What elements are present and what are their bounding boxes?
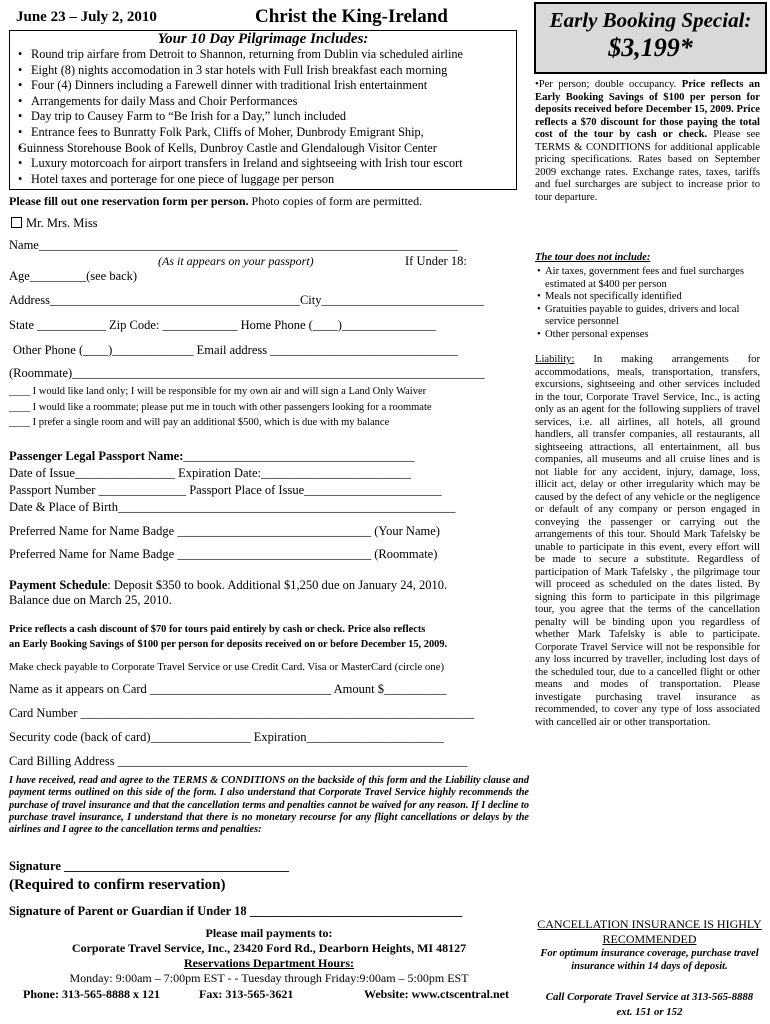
not-include-item: • Air taxes, government fees and fuel surcharges estimated at $400 per person <box>535 266 760 291</box>
include-item: • Luxury motorcoach for airport transfers in Ireland and sightseeing with Irish tour escort <box>18 156 516 172</box>
security-code-field[interactable]: Security code (back of card)________________ Expiration______________________ <box>9 730 444 744</box>
insurance-title: CANCELLATION INSURANCE IS HIGHLY RECOMMENDED <box>537 917 762 946</box>
age-field[interactable]: Age_________(see back) <box>9 269 138 283</box>
form-instruction: Please fill out one reservation form per person. Photo copies of form are permitted. <box>9 194 423 208</box>
card-number-field[interactable]: Card Number _______________________________________________________________ <box>9 706 475 720</box>
promo-price: $3,199* <box>608 33 693 62</box>
includes-list <box>10 47 516 187</box>
parent-signature-field[interactable]: Signature of Parent or Guardian if Under 18 __________________________________ <box>9 904 463 918</box>
payment-schedule: Payment Schedule: Deposit $350 to book. Additional $1,250 due on January 24, 2010. <box>9 578 448 592</box>
include-item: • Hotel taxes and porterage for one piece of luggage per person <box>18 172 516 188</box>
passport-number-field[interactable]: Passport Number ______________ Passport Place of Issue______________________ <box>9 483 442 497</box>
single-room-option[interactable]: ____ I prefer a single room and will pay an additional $500, which is due with my balance <box>9 417 390 428</box>
price-note-2: an Early Booking Savings of $100 per person for deposits received on or before December 15, 2009. <box>9 639 448 650</box>
promo-title: Early Booking Special: <box>549 8 752 32</box>
check-payable: Make check payable to Corporate Travel Service or use Credit Card. Visa or MasterCard (circle one) <box>9 661 445 673</box>
not-include-list <box>535 266 760 341</box>
card-name-field[interactable]: Name as it appears on Card _____________________________ Amount $__________ <box>9 682 447 696</box>
payment-balance: Balance due on March 25, 2010. <box>9 593 172 607</box>
fax-number: Fax: 313-565-3621 <box>199 987 294 1001</box>
includes-title: Your 10 Day Pilgrimage Includes: <box>157 31 369 47</box>
include-item: • Four (4) Dinners including a Farewell dinner with traditional Irish entertainment <box>18 78 516 94</box>
insurance-text: For optimum insurance coverage, purchase travel insurance within 14 days of deposit. <box>540 948 759 972</box>
include-item: • Eight (8) nights accomodation in 3 star hotels with Full Irish breakfast each morning <box>18 63 516 79</box>
office-hours: Monday: 9:00am – 7:00pm EST - - Tuesday through Friday:9:00am – 5:00pm EST <box>69 971 469 985</box>
church-name: Christ the King-Ireland <box>255 6 448 27</box>
not-include-item: • Meals not specifically identified <box>535 291 760 304</box>
required-note: (Required to confirm reservation) <box>9 877 226 893</box>
roommate-field[interactable]: (Roommate)__________________________________________________________________ <box>9 366 485 380</box>
mail-label: Please mail payments to: <box>205 926 333 940</box>
name-field[interactable]: Name___________________________________________________________________ <box>9 238 458 252</box>
include-item: • Day trip to Causey Farm to “Be Irish for a Day,” lunch included <box>18 109 516 125</box>
agreement-text: I have received, read and agree to the TERMS & CONDITIONS on the backside of this form and the Liability clause and payment terms outlined on this side of the form. I also understand that Corporate Travel Service highly recommends the purchase of travel insurance and that the cancellation terms and penalties cannot be waived for any reason. If I decline to purchase travel insurance, I understand that there is no monetary recourse for any flight cancellations or delays by the airlines and I agree to the cancellation terms and penalties: <box>9 775 529 836</box>
include-item-cont: • Guinness Storehouse Book of Kells, Dunbroy Castle and Glendalough Visitor Center <box>18 141 516 157</box>
land-only-option[interactable]: ____ I would like land only; I will be responsible for my own air and will sign a Land Only Waiver <box>9 386 427 397</box>
billing-address-field[interactable]: Card Billing Address ________________________________________________________ <box>9 754 468 768</box>
address-field[interactable]: Address________________________________________City__________________________ <box>9 293 484 307</box>
checkbox-icon[interactable] <box>11 217 22 228</box>
hours-title: Reservations Department Hours: <box>184 956 354 970</box>
under-18-label: If Under 18: <box>405 254 467 268</box>
website-link[interactable]: Website: www.ctscentral.net <box>364 987 509 1001</box>
includes-box <box>9 30 517 190</box>
not-include-title: The tour does not include: <box>535 252 651 263</box>
early-booking-box <box>534 2 767 74</box>
title-options[interactable]: Mr. Mrs. Miss <box>11 216 98 230</box>
badge-roommate-field[interactable]: Preferred Name for Name Badge _______________________________ (Roommate) <box>9 547 438 561</box>
signature-field[interactable]: Signature ____________________________________ <box>9 859 289 873</box>
roommate-option[interactable]: ____ I would like a roommate; please put me in touch with other passengers looking for a roommate <box>9 402 432 413</box>
phone-number: Phone: 313-565-8888 x 121 <box>23 987 160 1001</box>
issue-expiration-field[interactable]: Date of Issue________________ Expiration Date:________________________ <box>9 466 412 480</box>
passport-name-field[interactable]: Passenger Legal Passport Name:_____________________________________ <box>9 449 415 463</box>
insurance-call: Call Corporate Travel Service at 313-565-8888 ext. 151 or 152 <box>545 991 754 1018</box>
state-zip-phone-field[interactable]: State ___________ Zip Code: ____________ Home Phone (____)_______________ <box>9 318 436 332</box>
price-note: Price reflects a cash discount of $70 for tours paid entirely by cash or check. Price also reflects <box>9 624 426 635</box>
other-phone-email-field[interactable]: Other Phone (____)_____________ Email address ______________________________ <box>13 343 458 357</box>
not-include-item: • Gratuities payable to guides, drivers and local service personnel <box>535 304 760 329</box>
birth-field[interactable]: Date & Place of Birth______________________________________________________ <box>9 500 456 514</box>
not-include-item: • Other personal expenses <box>535 329 760 342</box>
pricing-terms: •Per person; double occupancy. Price reflects an Early Booking Savings of $100 per person for deposits received before December 15, 2009. Price reflects a $70 discount for those paying the total cost of the tour by cash or check. Please see TERMS & CONDITIONS for additional applicable pricing specifications. Rates based on September 2009 exchange rates. Exchange rates, taxes, tariffs and fuel surcharges are subject to increase prior to tour departure. <box>535 79 760 203</box>
liability-text: Liability: In making arrangements for accommodations, meals, transportation, transfers, excursions, sightseeing and other services included in the tour, Corporate Travel Service, Inc., is acting only as an agent for the following suppliers of travel services, i.e. all airlines, all hotels, all ground handlers, all transfer companies, all restaurants, all sightseeing attractions, all entertainment, all bus companies, all museums and all cruise lines and is not liable for any accident, injury, damage, loss, illicit act, delay or other irregularity which may be caused by the defect of any vehicle or the negligence or default of any company or person engaged in conveying the passenger or carrying out the arrangements of this tour. Should Mark Tafelsky be unable to participate in this event, every effort will be made to secure a substitute. Regardless of participation of Mark Tafelsky , the pilgrimage tour will proceed as scheduled on the dates listed. By signing this form to participate in this pilgrimage tour, you agree that the terms of the cancellation penalty will be binding upon you regardless of whether Mark Tafelsky is able to participate. Corporate Travel Service will not be responsible for any loss incurred by traveller, including lost days of the scheduled tour, due to a cancelled flight or other means and modes of transportation. Please investigate purchasing travel insurance as recommended, to cover any type of loss associated with cancelled air or other transportation. <box>535 354 760 728</box>
include-item: • Arrangements for daily Mass and Choir Performances <box>18 94 516 110</box>
company-address: Corporate Travel Service, Inc., 23420 Ford Rd., Dearborn Heights, MI 48127 <box>71 941 467 955</box>
badge-name-field[interactable]: Preferred Name for Name Badge _______________________________ (Your Name) <box>9 524 440 538</box>
include-item: • Round trip airfare from Detroit to Shannon, returning from Dublin via scheduled airline <box>18 47 516 63</box>
tour-dates: June 23 – July 2, 2010 <box>16 9 157 25</box>
passport-note: (As it appears on your passport) <box>158 254 314 268</box>
include-item: • Entrance fees to Bunratty Folk Park, Cliffs of Moher, Dunbrody Emigrant Ship, <box>18 125 516 141</box>
